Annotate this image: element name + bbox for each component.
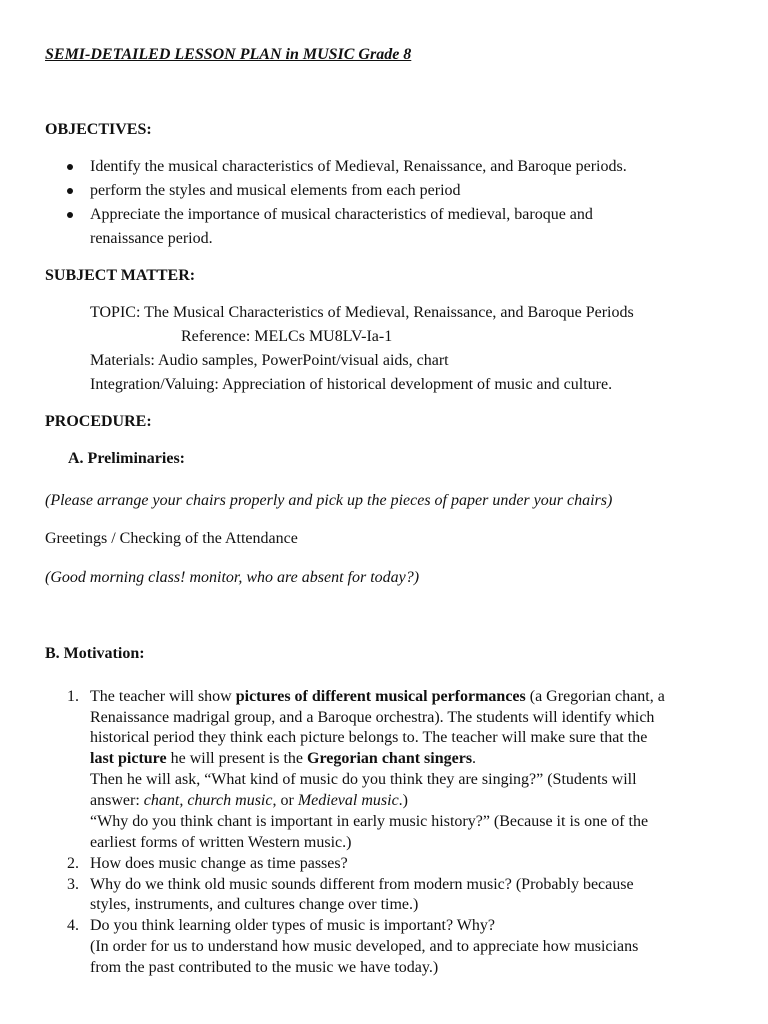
integration-line: Integration/Valuing: Appreciation of historical development of music and culture.: [90, 376, 613, 393]
instruction-text: (Please arrange your chairs properly and pick up the pieces of paper under your chairs): [45, 492, 613, 509]
motivation-item-1-line: Renaissance madrigal group, and a Baroque orchestra). The students will identify which: [90, 709, 655, 726]
text-run: .: [472, 750, 477, 767]
objective-item: Identify the musical characteristics of Medieval, Renaissance, and Baroque periods.: [90, 158, 627, 175]
topic-line: TOPIC: The Musical Characteristics of Medieval, Renaissance, and Baroque Periods: [90, 304, 634, 321]
motivation-item-1-line: [90, 688, 665, 706]
objective-item-continued: renaissance period.: [90, 230, 213, 247]
objective-item: Appreciate the importance of musical characteristics of medieval, baroque and: [90, 206, 593, 223]
bullet-icon: [67, 188, 73, 194]
motivation-item-1-line: earliest forms of written Western music.): [90, 834, 352, 851]
bullet-icon: [67, 212, 73, 218]
motivation-item-1-line: “Why do you think chant is important in early music history?” (Because it is one of the: [90, 813, 649, 830]
motivation-item-3-line: styles, instruments, and cultures change over time.): [90, 896, 419, 913]
bold-text: last picture: [90, 750, 167, 767]
motivation-item-1-line: [90, 750, 476, 768]
reference-line: Reference: MELCs MU8LV-Ia-1: [181, 328, 393, 345]
motivation-item-1-line: Then he will ask, “What kind of music do you think they are singing?” (Students will: [90, 771, 637, 788]
text-run: answer:: [90, 792, 144, 809]
motivation-item-4-line: (In order for us to understand how music developed, and to appreciate how musicians: [90, 938, 639, 955]
text-run: The teacher will show: [90, 688, 236, 705]
list-number: 4.: [67, 917, 79, 934]
motivation-item-1-line: historical period they think each picture belongs to. The teacher will make sure that the: [90, 729, 648, 746]
text-run: he will present is the: [166, 750, 308, 767]
objective-item: perform the styles and musical elements from each period: [90, 182, 461, 199]
text-run: (a Gregorian chant, a: [525, 688, 665, 705]
list-number: 3.: [67, 876, 79, 893]
motivation-heading: B. Motivation:: [45, 645, 145, 662]
objectives-heading: OBJECTIVES:: [45, 121, 152, 138]
bullet-icon: [67, 164, 73, 170]
materials-line: Materials: Audio samples, PowerPoint/visual aids, chart: [90, 352, 449, 369]
text-run: .): [398, 792, 408, 809]
greetings-text: Greetings / Checking of the Attendance: [45, 530, 298, 547]
italic-text: Medieval music: [297, 792, 399, 809]
bold-text: Gregorian chant singers: [307, 750, 473, 767]
subject-matter-heading: SUBJECT MATTER:: [45, 267, 196, 284]
instruction-text: (Good morning class! monitor, who are absent for today?): [45, 569, 420, 586]
motivation-item-3-line: Why do we think old music sounds different from modern music? (Probably because: [90, 876, 634, 893]
italic-text: chant, church music: [143, 792, 273, 809]
text-run: , or: [272, 792, 298, 809]
preliminaries-heading: A. Preliminaries:: [68, 450, 186, 467]
motivation-item-4-line: from the past contributed to the music we have today.): [90, 959, 439, 976]
document-title: SEMI-DETAILED LESSON PLAN in MUSIC Grade 8: [45, 46, 412, 63]
procedure-heading: PROCEDURE:: [45, 413, 152, 430]
motivation-item-2: How does music change as time passes?: [90, 855, 348, 872]
motivation-item-4-line: Do you think learning older types of music is important? Why?: [90, 917, 495, 934]
list-number: 1.: [67, 688, 79, 705]
list-number: 2.: [67, 855, 79, 872]
motivation-item-1-line: [90, 792, 408, 810]
bold-text: pictures of different musical performances: [235, 688, 526, 705]
